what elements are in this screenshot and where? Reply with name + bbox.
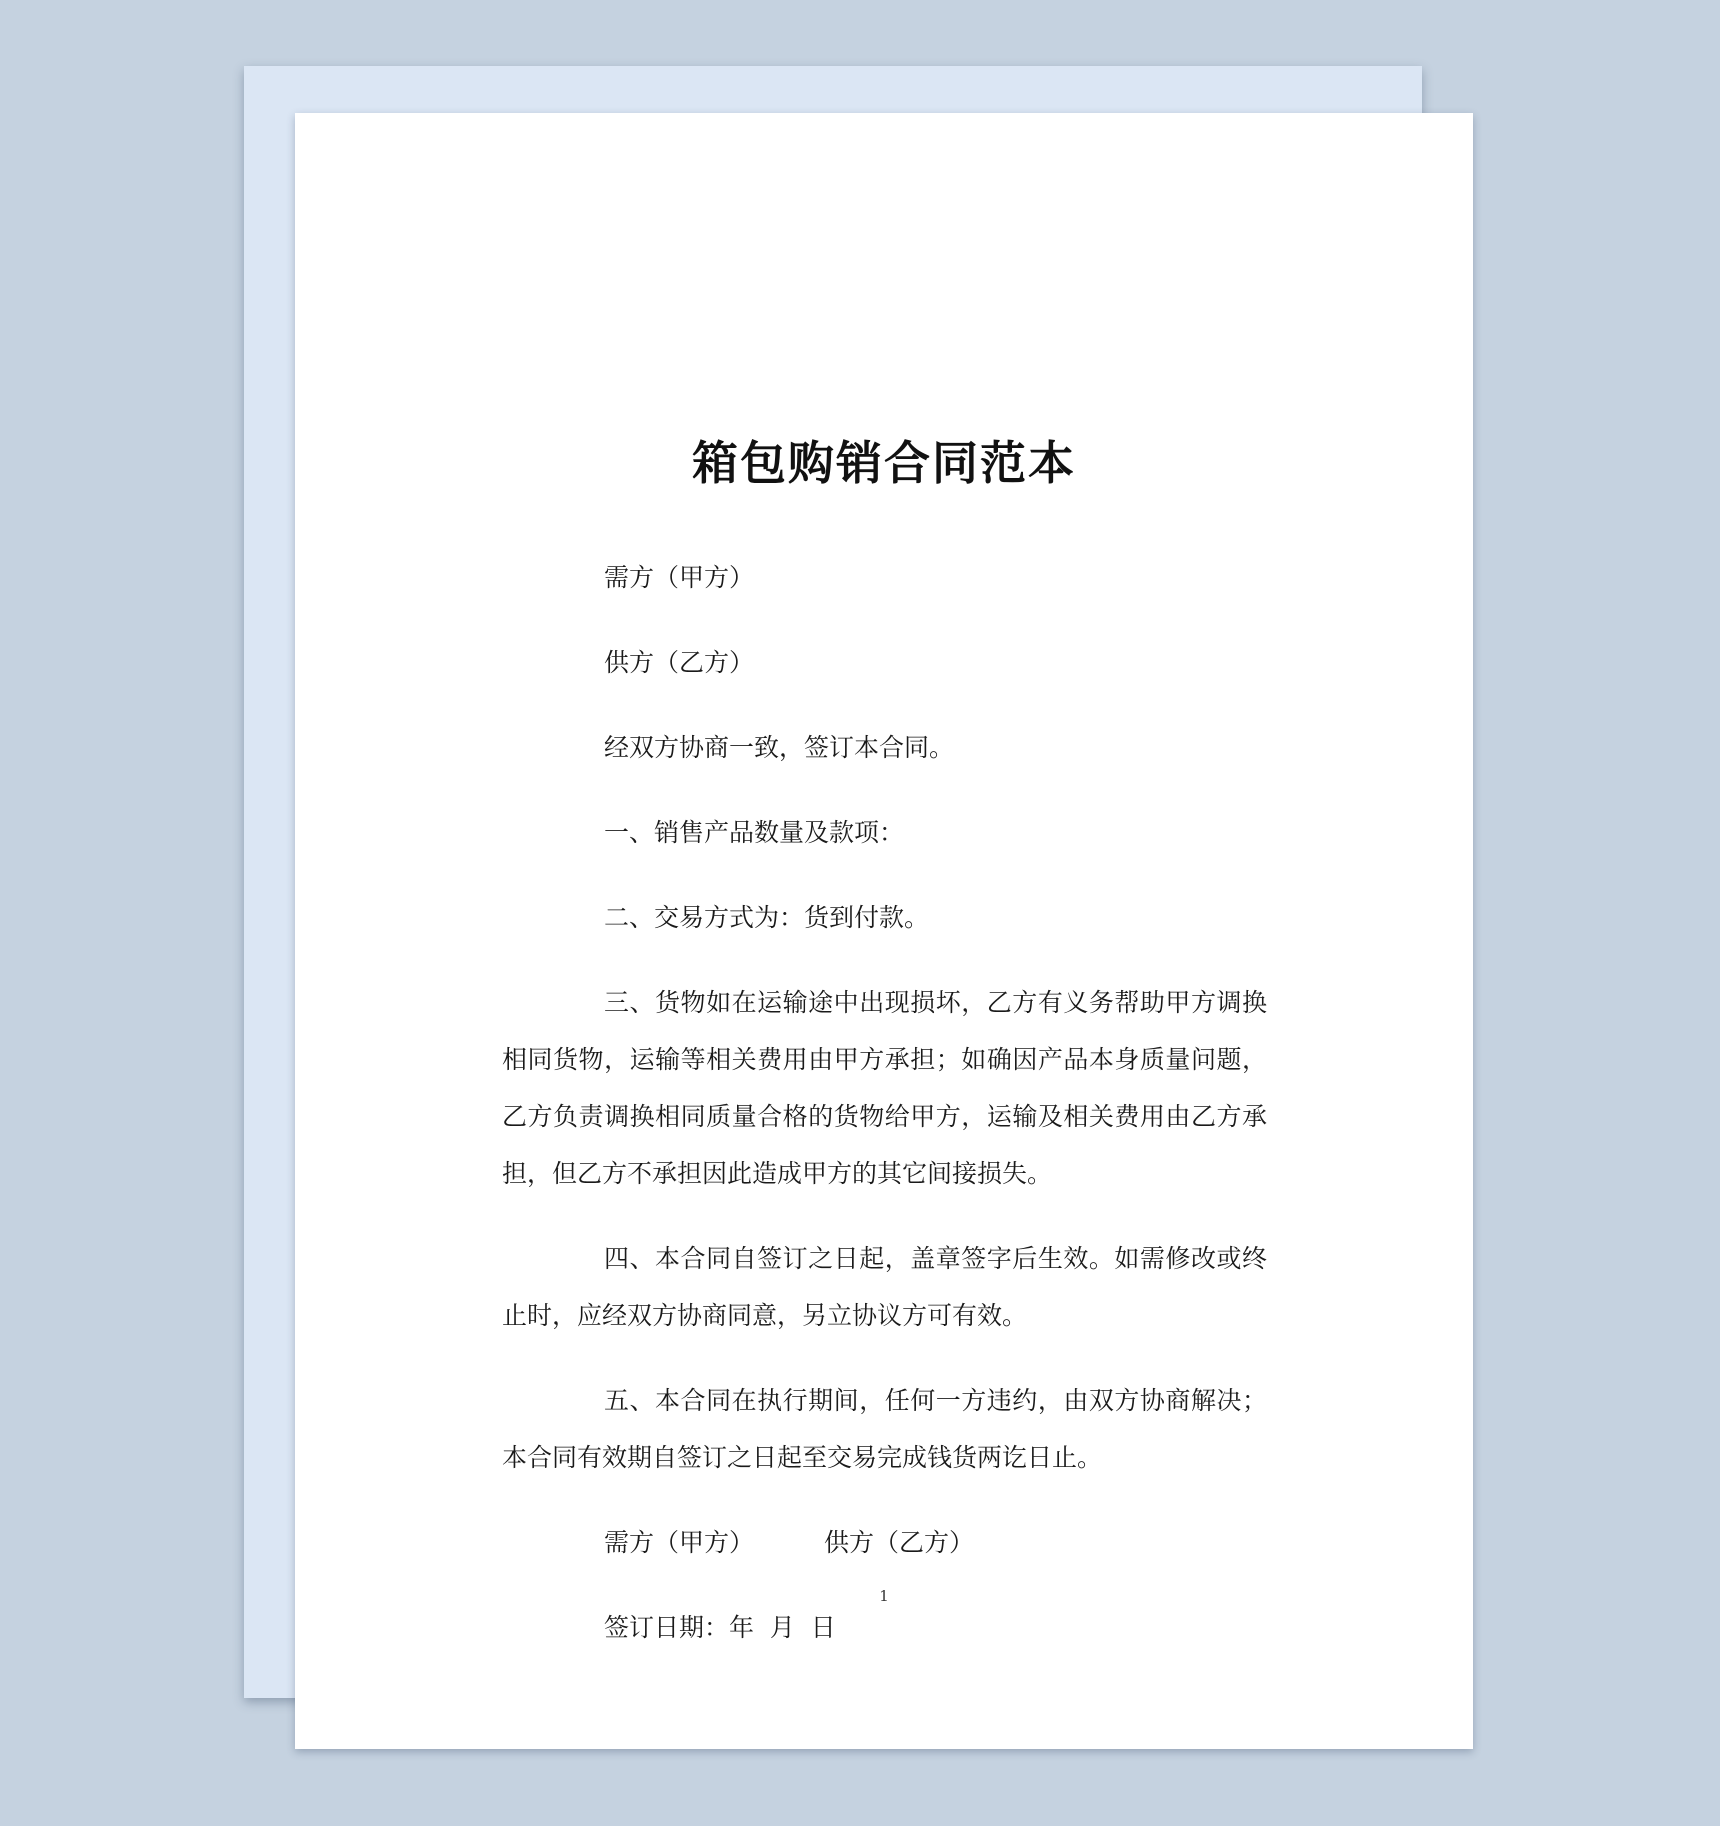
clause-2: 二、交易方式为：货到付款。 (604, 903, 930, 932)
document-page (295, 113, 1473, 1749)
signature-line (502, 1514, 1267, 1571)
clause-1: 一、销售产品数量及款项： (604, 818, 905, 847)
document-title: 箱包购销合同范本 (692, 436, 1076, 490)
clause-5: 五、本合同在执行期间，任何一方违约，由双方协商解决；本合同有效期自签订之日起至交易完成钱货两讫日止。 (502, 1386, 1267, 1472)
buyer-party-line: 需方（甲方） (604, 563, 755, 592)
clause-4: 四、本合同自签订之日起，盖章签字后生效。如需修改或终止时，应经双方协商同意，另立协议方可有效。 (502, 1244, 1267, 1330)
signature-seller: 供方（乙方） (824, 1528, 975, 1557)
document-body (502, 549, 1267, 1684)
seller-party-line: 供方（乙方） (604, 648, 755, 677)
clause-3: 三、货物如在运输途中出现损坏，乙方有义务帮助甲方调换相同货物，运输等相关费用由甲方承担；如确因产品本身质量问题，乙方负责调换相同质量合格的货物给甲方，运输及相关费用由乙方承担，但乙方不承担因此造成甲方的其它间接损失。 (502, 988, 1267, 1188)
signature-buyer: 需方（甲方） (604, 1528, 755, 1557)
signing-date: 签订日期：年 月 日 (604, 1613, 836, 1642)
page-number: 1 (879, 1587, 889, 1605)
agreement-intro: 经双方协商一致，签订本合同。 (604, 733, 955, 762)
